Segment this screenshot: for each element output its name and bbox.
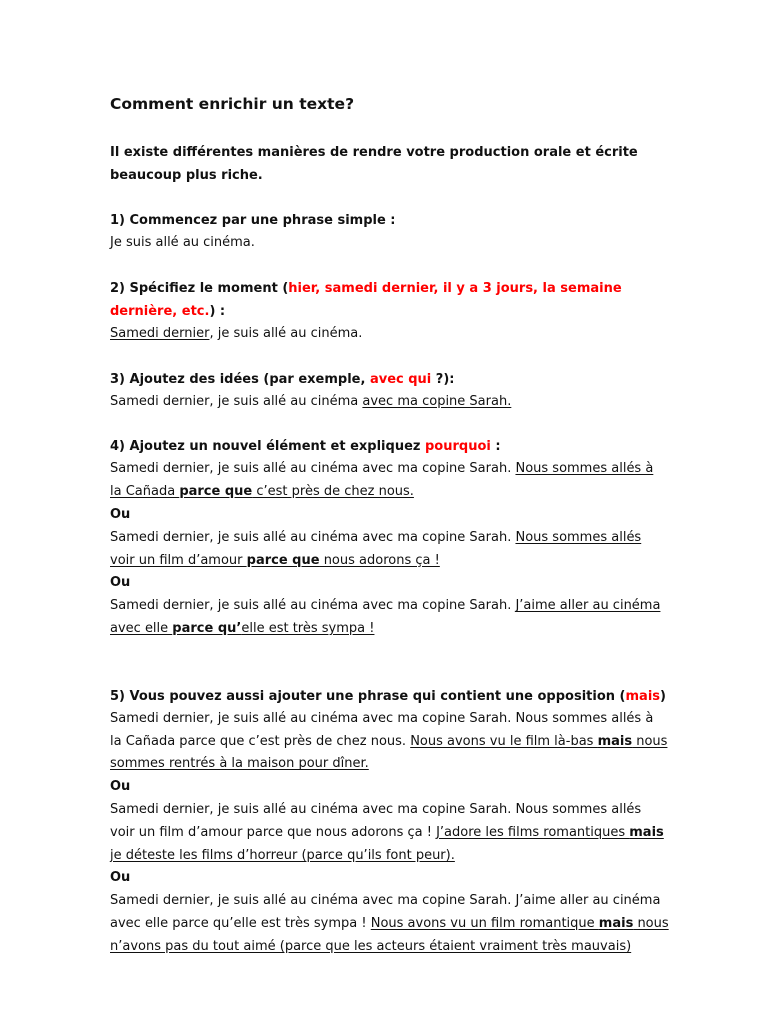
step-5-example-1-line-1: Samedi dernier, je suis allé au cinéma avec ma copine Sarah. Nous sommes allés à <box>110 710 654 726</box>
step-4-example-1-line-2 <box>110 481 670 504</box>
plain-text: Samedi dernier, je suis allé au cinéma avec ma copine Sarah. <box>110 598 516 614</box>
step-4-example-2-line-2 <box>110 550 670 573</box>
step-5-example-3-line-1: Samedi dernier, je suis allé au cinéma avec ma copine Sarah. J’aime aller au cinéma <box>110 893 661 909</box>
heading-text-end: ) <box>660 688 666 704</box>
heading-text: 2) Spécifiez le moment ( <box>110 280 289 296</box>
underlined-part: elle est très sympa ! <box>241 620 375 636</box>
keyword: parce qu’ <box>172 620 242 636</box>
underlined-text <box>436 825 664 840</box>
step-5-example-1-line-2 <box>110 731 670 754</box>
step-3 <box>110 368 670 414</box>
step-2 <box>110 277 670 346</box>
or-separator: Ou <box>110 779 131 795</box>
plain-text: la Cañada parce que c’est près de chez nous. <box>110 733 411 749</box>
underlined-part: nous <box>633 915 669 931</box>
heading-highlight: avec qui <box>369 371 432 387</box>
underlined-part: nous adorons ça ! <box>319 552 440 568</box>
underlined-text: Samedi dernier <box>110 325 210 341</box>
underlined-part: Nous avons vu le film là-bas <box>410 733 598 749</box>
or-separator: Ou <box>110 575 131 591</box>
step-5-example-2-line-1: Samedi dernier, je suis allé au cinéma avec ma copine Sarah. Nous sommes allés <box>110 801 642 817</box>
document-title: Comment enrichir un texte? <box>110 95 355 113</box>
step-5-example-2-line-3 <box>110 845 670 868</box>
intro-paragraph: Il existe différentes manières de rendre votre production orale et écrite beaucoup plus riche. <box>110 145 638 183</box>
keyword: parce que <box>179 484 253 500</box>
document-body <box>110 93 670 959</box>
underlined-part: voir un film d’amour <box>110 552 247 568</box>
heading-text: 3) Ajoutez des idées (par exemple, <box>110 371 370 387</box>
step-3-heading <box>110 368 670 391</box>
underlined-text: avec ma copine Sarah. <box>362 393 512 409</box>
underlined-part: la Cañada <box>110 484 180 500</box>
heading-highlight: mais <box>625 688 661 704</box>
step-3-example <box>110 391 670 414</box>
step-5-example-1-line-3 <box>110 753 670 776</box>
step-2-example <box>110 323 670 346</box>
step-1-heading: 1) Commencez par une phrase simple : <box>110 213 396 228</box>
plain-text: voir un film d’amour parce que nous adorons ça ! <box>110 824 437 840</box>
step-4-heading <box>110 435 670 458</box>
plain-text: Samedi dernier, je suis allé au cinéma avec ma copine Sarah. <box>110 461 516 477</box>
plain-text: , je suis allé au cinéma. <box>209 325 363 341</box>
step-4-example-3-line-1 <box>110 595 670 618</box>
heading-text: 4) Ajoutez un nouvel élément et expliquez <box>110 439 425 455</box>
keyword: mais <box>597 733 633 749</box>
step-4 <box>110 435 670 640</box>
or-separator: Ou <box>110 506 131 522</box>
keyword: parce que <box>246 552 320 568</box>
keyword: mais <box>629 824 664 840</box>
underlined-text <box>110 621 374 636</box>
underlined-text <box>110 484 414 499</box>
step-1 <box>110 209 670 255</box>
underlined-part: c’est près de chez nous. <box>252 484 414 500</box>
underlined-text <box>410 734 667 749</box>
underlined-part: Nous avons vu un film romantique <box>370 915 599 931</box>
underlined-part: J’adore les films romantiques <box>436 824 630 840</box>
step-5-example-2-line-2 <box>110 822 670 845</box>
or-separator: Ou <box>110 870 131 886</box>
step-4-example-2-line-1 <box>110 527 670 550</box>
underlined-text: sommes rentrés à la maison pour dîner. <box>110 756 369 772</box>
underlined-part: avec elle <box>110 620 173 636</box>
step-4-example-1-line-1 <box>110 458 670 481</box>
underlined-text: n’avons pas du tout aimé (parce que les acteurs étaient vraiment très mauvais) <box>110 938 632 954</box>
step-4-example-3-line-2 <box>110 618 670 641</box>
step-5-example-3-line-3 <box>110 936 670 959</box>
underlined-text <box>110 553 440 568</box>
keyword: mais <box>598 915 634 931</box>
step-5-heading <box>110 685 670 708</box>
heading-text-end: ?): <box>431 371 455 387</box>
step-5 <box>110 685 670 959</box>
plain-text: avec elle parce qu’elle est très sympa ! <box>110 915 371 931</box>
underlined-text <box>371 916 669 931</box>
underlined-text: J’aime aller au cinéma <box>515 598 661 614</box>
heading-text-end: ) : <box>209 303 226 319</box>
heading-text-end: : <box>490 439 501 455</box>
step-5-example-3-line-2 <box>110 913 670 936</box>
step-1-example: Je suis allé au cinéma. <box>110 235 255 250</box>
underlined-part: nous <box>632 733 668 749</box>
heading-text: 5) Vous pouvez aussi ajouter une phrase qui contient une opposition ( <box>110 688 626 704</box>
underlined-text: Nous sommes allés <box>515 529 642 545</box>
plain-text: Samedi dernier, je suis allé au cinéma avec ma copine Sarah. <box>110 529 516 545</box>
step-2-heading <box>110 277 670 323</box>
heading-highlight: hier, samedi dernier, il y a 3 jours, la semaine dernière, etc. <box>110 280 622 319</box>
underlined-text: je déteste les films d’horreur (parce qu’ils font peur). <box>110 847 455 863</box>
underlined-text: Nous sommes allés à <box>515 461 654 477</box>
plain-text: Samedi dernier, je suis allé au cinéma <box>110 393 363 409</box>
heading-highlight: pourquoi <box>424 439 491 455</box>
